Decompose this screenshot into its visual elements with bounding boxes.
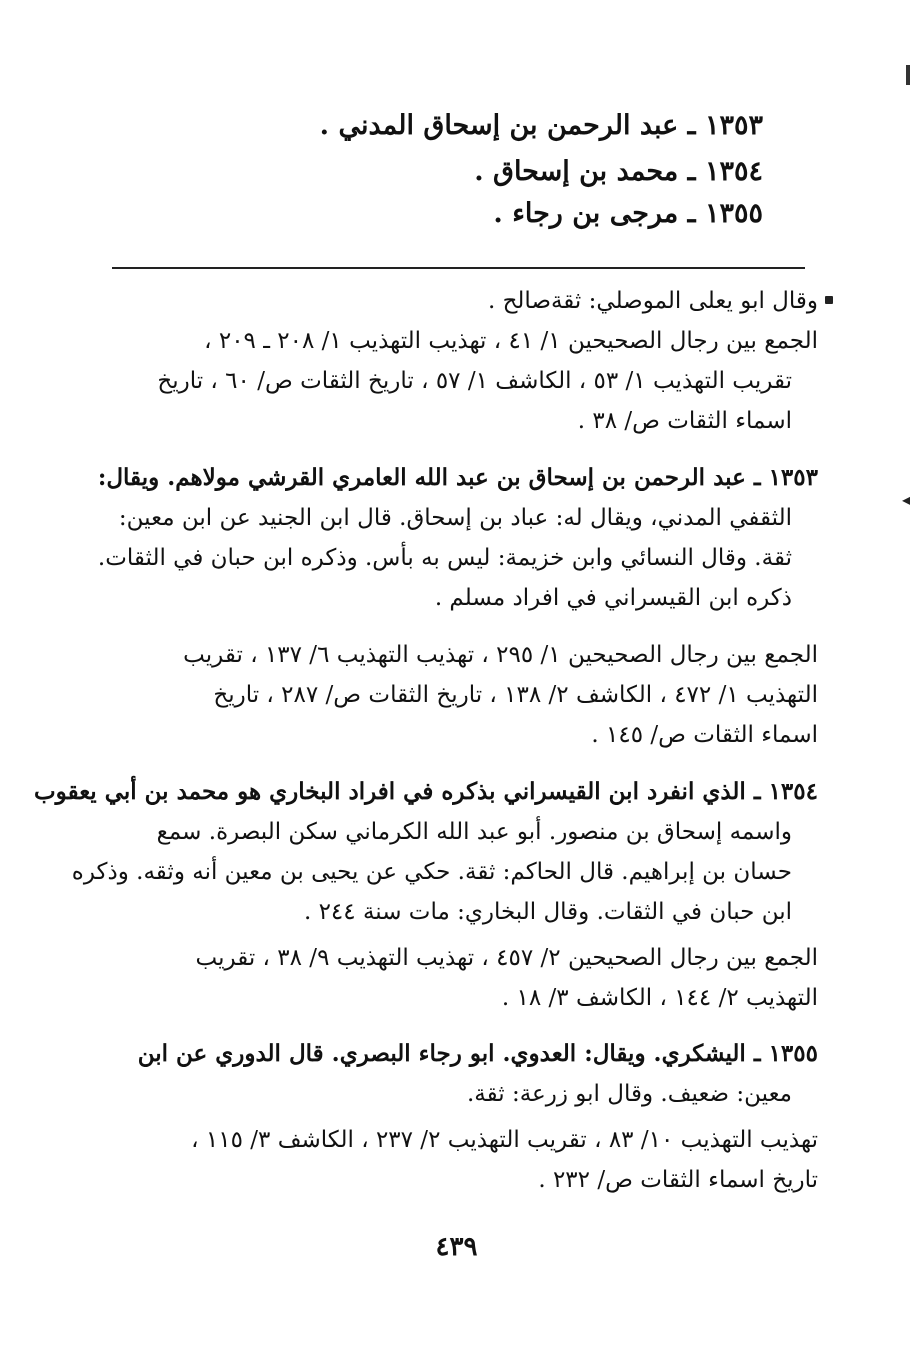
note-line: الجمع بين رجال الصحيحين ٢/ ٤٥٧ ، تهذيب التهذيب ٩/ ٣٨ ، تقريب — [195, 945, 818, 971]
header-entry-1354: ١٣٥٤ ـ محمد بن إسحاق . — [474, 156, 763, 187]
note-line: تقريب التهذيب ١/ ٥٣ ، الكاشف ١/ ٥٧ ، تاريخ الثقات ص/ ٦٠ ، تاريخ — [157, 368, 792, 394]
scan-edge-mark — [906, 65, 910, 85]
note-line: الجمع بين رجال الصحيحين ١/ ٢٩٥ ، تهذيب التهذيب ٦/ ١٣٧ ، تقريب — [183, 642, 818, 668]
note-line: التهذيب ١/ ٤٧٢ ، الكاشف ٢/ ١٣٨ ، تاريخ الثقات ص/ ٢٨٧ ، تاريخ — [213, 682, 818, 708]
header-entry-1353: ١٣٥٣ ـ عبد الرحمن بن إسحاق المدني . — [319, 110, 763, 141]
note-line: تاريخ اسماء الثقات ص/ ٢٣٢ . — [538, 1167, 818, 1193]
note-bullet-icon — [825, 296, 833, 304]
note-1354 — [34, 772, 818, 932]
note-line: حسان بن إبراهيم. قال الحاكم: ثقة. حكي عن يحيى بن معين أنه وثقه. وذكره — [71, 859, 792, 885]
note-1354-sources — [118, 938, 818, 1018]
note-continuation — [118, 281, 818, 441]
note-line: ١٣٥٤ ـ الذي انفرد ابن القيسراني بذكره في افراد البخاري هو محمد بن أبي يعقوب — [34, 778, 818, 805]
note-line: اسماء الثقات ص/ ٣٨ . — [577, 408, 792, 434]
note-line: ١٣٥٣ ـ عبد الرحمن بن إسحاق بن عبد الله العامري القرشي مولاهم. ويقال: — [97, 464, 818, 491]
page-number: ٤٣٩ — [435, 1232, 478, 1262]
note-1355 — [118, 1034, 818, 1114]
footnote-separator-rule — [112, 267, 805, 269]
note-line: الجمع بين رجال الصحيحين ١/ ٤١ ، تهذيب التهذيب ١/ ٢٠٨ ـ ٢٠٩ ، — [204, 328, 818, 354]
note-line: ابن حبان في الثقات. وقال البخاري: مات سنة ٢٤٤ . — [303, 899, 792, 925]
note-line: واسمه إسحاق بن منصور. أبو عبد الله الكرماني سكن البصرة. سمع — [156, 819, 792, 845]
note-line: اسماء الثقات ص/ ١٤٥ . — [591, 722, 818, 748]
note-line: تهذيب التهذيب ١٠/ ٨٣ ، تقريب التهذيب ٢/ ٢٣٧ ، الكاشف ٣/ ١١٥ ، — [191, 1127, 818, 1153]
note-1355-sources — [118, 1120, 818, 1200]
note-1353 — [97, 458, 818, 618]
note-line: ثقة. وقال النسائي وابن خزيمة: ليس به بأس. وذكره ابن حبان في الثقات. — [97, 545, 792, 571]
note-line: ١٣٥٥ ـ اليشكري. ويقال: العدوي. ابو رجاء البصري. قال الدوري عن ابن — [137, 1040, 818, 1067]
note-line: معين: ضعيف. وقال ابو زرعة: ثقة. — [466, 1081, 792, 1107]
header-entry-1355: ١٣٥٥ ـ مرجى بن رجاء . — [493, 198, 763, 229]
note-line: الثقفي المدني، ويقال له: عباد بن إسحاق. قال ابن الجنيد عن ابن معين: — [118, 505, 792, 531]
note-1353-sources — [118, 635, 818, 755]
note-line: وقال ابو يعلى الموصلي: ثقةصالح . — [487, 288, 818, 314]
margin-mark-icon: ◂ — [902, 490, 911, 509]
note-line: التهذيب ٢/ ١٤٤ ، الكاشف ٣/ ١٨ . — [501, 985, 818, 1011]
note-line: ذكره ابن القيسراني في افراد مسلم . — [434, 585, 792, 611]
